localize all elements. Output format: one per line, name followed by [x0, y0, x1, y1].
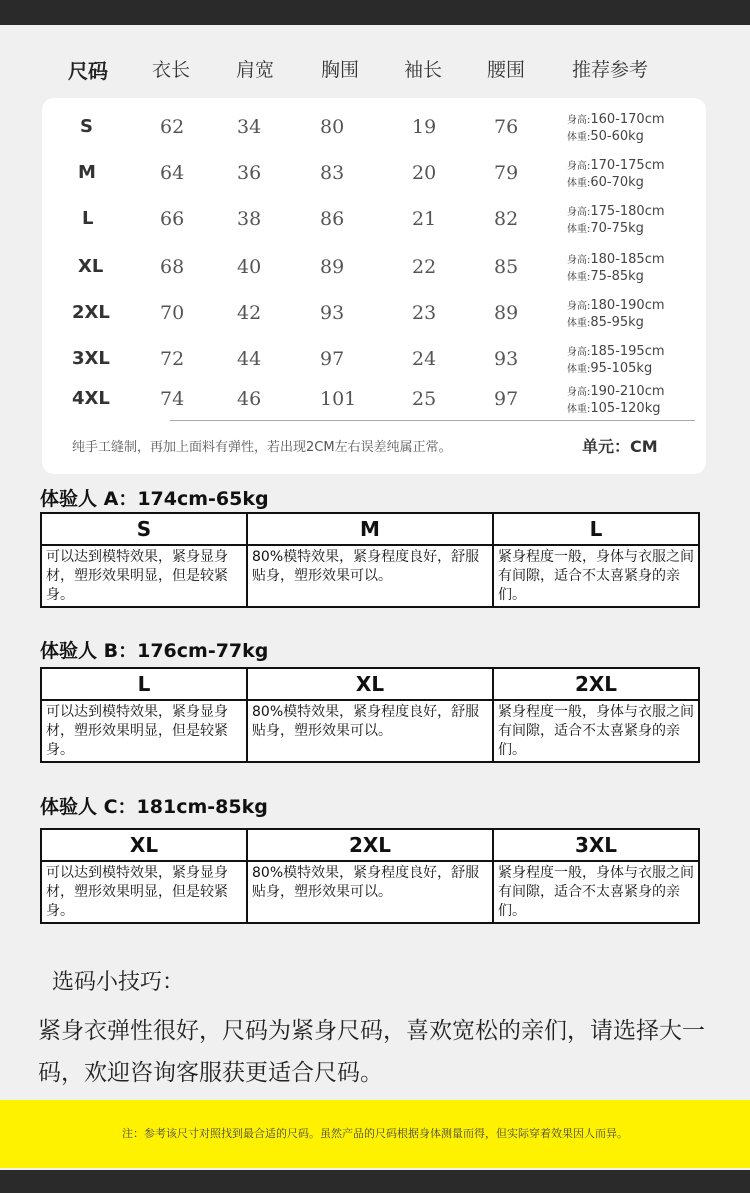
- sleeve-value: 22: [412, 256, 437, 278]
- length-value: 68: [160, 256, 185, 278]
- weight-key: 体重:: [567, 178, 591, 189]
- weight-range: 70-75kg: [590, 221, 644, 236]
- recommendation: [567, 384, 665, 418]
- weight-key: 体重:: [567, 364, 591, 375]
- height-range: 175-180cm: [590, 204, 665, 219]
- size-label: XL: [78, 256, 104, 277]
- chest-value: 101: [320, 388, 357, 410]
- weight-range: 75-85kg: [590, 269, 644, 284]
- height-key: 身高:: [567, 255, 591, 266]
- person-c-fit-table: [40, 828, 700, 924]
- tips-title: 选码小技巧：: [52, 970, 185, 995]
- chest-value: 83: [320, 162, 345, 184]
- fit-size-header: S: [42, 514, 248, 546]
- sleeve-value: 25: [412, 388, 437, 410]
- height-key: 身高:: [567, 301, 591, 312]
- fit-size-header: L: [494, 514, 698, 546]
- fit-size-header: 3XL: [494, 830, 698, 862]
- shoulder-value: 40: [237, 256, 262, 278]
- size-label: 2XL: [72, 302, 110, 323]
- top-dark-bar: [0, 0, 750, 25]
- chest-value: 97: [320, 348, 345, 370]
- length-value: 62: [160, 116, 185, 138]
- fit-size-header: XL: [248, 669, 494, 701]
- fit-description: 紧身程度一般，身体与衣服之间有间隙，适合不太喜紧身的亲们。: [498, 865, 694, 919]
- size-row: [42, 158, 706, 198]
- height-range: 170-175cm: [590, 158, 665, 173]
- size-chart-header: [40, 55, 720, 91]
- size-row: [42, 252, 706, 292]
- weight-range: 60-70kg: [590, 175, 644, 190]
- weight-range: 105-120kg: [590, 401, 661, 416]
- fit-size-header: M: [248, 514, 494, 546]
- waist-value: 93: [494, 348, 519, 370]
- fit-size-header: XL: [42, 830, 248, 862]
- fit-description: 可以达到模特效果，紧身显身材，塑形效果明显，但是较紧身。: [42, 546, 248, 606]
- footer-notice-text: 注：参考该尺寸对照找到最合适的尺码。虽然产品的尺码根据身体测量而得，但实际穿着效果因人而异。: [122, 1127, 628, 1140]
- height-range: 180-185cm: [590, 252, 665, 267]
- size-label: L: [82, 208, 94, 229]
- header-recommend: 推荐参考: [572, 59, 649, 81]
- person-b-fit-table: [40, 667, 700, 763]
- unit-label: 单元：CM: [582, 437, 658, 456]
- size-row: [42, 112, 706, 152]
- tolerance-note: 纯手工缝制，再加上面料有弹性，若出现2CM左右误差纯属正常。: [72, 440, 452, 455]
- fit-description: 80%模特效果，紧身程度良好，舒服贴身，塑形效果可以。: [248, 546, 494, 606]
- size-label: 4XL: [72, 388, 110, 409]
- sleeve-value: 19: [412, 116, 437, 138]
- weight-key: 体重:: [567, 272, 591, 283]
- person-b-label: 体验人 B：176cm-77kg: [40, 640, 269, 662]
- fit-size-header: 2XL: [248, 830, 494, 862]
- chest-value: 93: [320, 302, 345, 324]
- recommendation: [567, 252, 665, 286]
- length-value: 72: [160, 348, 185, 370]
- fit-description: 紧身程度一般，身体与衣服之间有间隙，适合不太喜紧身的亲们。: [498, 549, 694, 603]
- weight-key: 体重:: [567, 404, 591, 415]
- size-label: M: [78, 162, 96, 183]
- height-key: 身高:: [567, 387, 591, 398]
- size-row: [42, 298, 706, 338]
- height-range: 180-190cm: [590, 298, 665, 313]
- sleeve-value: 20: [412, 162, 437, 184]
- shoulder-value: 38: [237, 208, 262, 230]
- shoulder-value: 34: [237, 116, 262, 138]
- weight-range: 85-95kg: [590, 315, 644, 330]
- weight-range: 95-105kg: [590, 361, 653, 376]
- recommendation: [567, 344, 665, 378]
- chest-value: 80: [320, 116, 345, 138]
- waist-value: 85: [494, 256, 519, 278]
- shoulder-value: 42: [237, 302, 262, 324]
- size-row: [42, 344, 706, 384]
- shoulder-value: 44: [237, 348, 262, 370]
- fit-description: 80%模特效果，紧身程度良好，舒服贴身，塑形效果可以。: [248, 701, 494, 761]
- size-label: S: [80, 116, 93, 137]
- shoulder-value: 36: [237, 162, 262, 184]
- person-c-label: 体验人 C：181cm-85kg: [40, 796, 268, 818]
- header-shoulder: 肩宽: [236, 59, 275, 81]
- header-size: 尺码: [68, 59, 108, 83]
- shoulder-value: 46: [237, 388, 262, 410]
- chest-value: 86: [320, 208, 345, 230]
- weight-range: 50-60kg: [590, 129, 644, 144]
- header-sleeve: 袖长: [404, 59, 443, 81]
- fit-description: 可以达到模特效果，紧身显身材，塑形效果明显，但是较紧身。: [42, 701, 248, 761]
- sleeve-value: 24: [412, 348, 437, 370]
- fit-size-header: 2XL: [494, 669, 698, 701]
- recommendation: [567, 298, 665, 332]
- height-range: 190-210cm: [590, 384, 665, 399]
- recommendation: [567, 204, 665, 238]
- sleeve-value: 23: [412, 302, 437, 324]
- tips-text: 紧身衣弹性很好，尺码为紧身尺码，喜欢宽松的亲们，请选择大一码，欢迎咨询客服获更适合尺码。: [38, 1018, 705, 1086]
- height-key: 身高:: [567, 161, 591, 172]
- height-key: 身高:: [567, 115, 591, 126]
- height-key: 身高:: [567, 347, 591, 358]
- recommendation: [567, 112, 665, 146]
- bottom-dark-bar: [0, 1170, 750, 1193]
- size-row: [42, 384, 706, 424]
- header-waist: 腰围: [487, 59, 526, 81]
- divider: [170, 420, 695, 421]
- fit-description: 紧身程度一般，身体与衣服之间有间隙，适合不太喜紧身的亲们。: [498, 704, 694, 758]
- height-range: 185-195cm: [590, 344, 665, 359]
- length-value: 70: [160, 302, 185, 324]
- sleeve-value: 21: [412, 208, 437, 230]
- person-a-fit-table: [40, 512, 700, 608]
- weight-key: 体重:: [567, 132, 591, 143]
- fit-size-header: L: [42, 669, 248, 701]
- fit-description: 可以达到模特效果，紧身显身材，塑形效果明显，但是较紧身。: [42, 862, 248, 922]
- weight-key: 体重:: [567, 318, 591, 329]
- height-key: 身高:: [567, 207, 591, 218]
- fit-description: 80%模特效果，紧身程度良好，舒服贴身，塑形效果可以。: [248, 862, 494, 922]
- header-chest: 胸围: [321, 59, 360, 81]
- chest-value: 89: [320, 256, 345, 278]
- person-a-label: 体验人 A：174cm-65kg: [40, 488, 269, 510]
- length-value: 64: [160, 162, 185, 184]
- size-label: 3XL: [72, 348, 110, 369]
- waist-value: 76: [494, 116, 519, 138]
- waist-value: 97: [494, 388, 519, 410]
- waist-value: 89: [494, 302, 519, 324]
- recommendation: [567, 158, 665, 192]
- size-row: [42, 204, 706, 244]
- size-chart-card: [42, 98, 706, 474]
- height-range: 160-170cm: [590, 112, 665, 127]
- weight-key: 体重:: [567, 224, 591, 235]
- header-length: 衣长: [152, 59, 191, 81]
- waist-value: 82: [494, 208, 519, 230]
- waist-value: 79: [494, 162, 519, 184]
- length-value: 66: [160, 208, 185, 230]
- length-value: 74: [160, 388, 185, 410]
